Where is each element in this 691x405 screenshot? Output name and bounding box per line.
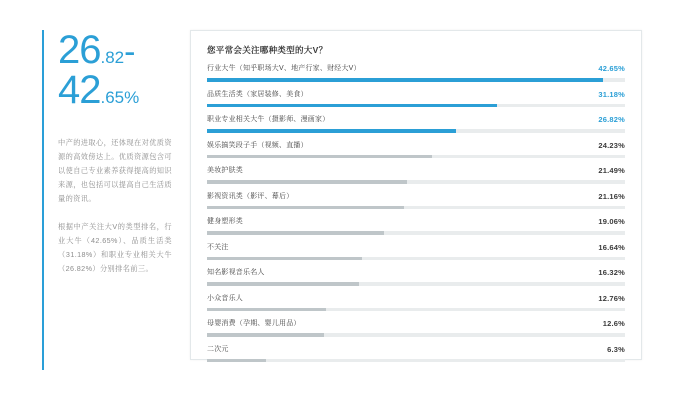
bar-fill xyxy=(207,78,603,82)
stat-lower-decimal: .82 xyxy=(100,48,125,67)
bar-value-label: 12.76% xyxy=(598,293,625,303)
bar-category-label: 母婴消费（孕期、婴儿用品） xyxy=(207,320,301,327)
bar-track-remainder xyxy=(266,359,625,363)
bar-fill xyxy=(207,129,456,133)
bar-track-remainder xyxy=(407,180,625,184)
bar-row xyxy=(207,116,625,142)
stat-upper-integer: 42 xyxy=(58,68,101,112)
headline-statistic-line-1 xyxy=(58,30,172,70)
bar-value-label: 24.23% xyxy=(598,140,625,150)
bar-fill xyxy=(207,180,407,184)
stat-percent-sign: % xyxy=(124,88,139,107)
bar-value-label: 6.3% xyxy=(607,344,625,354)
bar-fill xyxy=(207,359,266,363)
left-summary-column xyxy=(42,30,172,370)
bar-row xyxy=(207,320,625,346)
bar-value-label: 21.49% xyxy=(598,166,625,175)
headline-statistic-line-2 xyxy=(58,70,172,110)
bar-row xyxy=(207,142,625,168)
bar-category-label: 娱乐搞笑段子手（视频、直播） xyxy=(207,141,308,149)
chart-title: 您平常会关注哪种类型的大V？ xyxy=(207,45,328,55)
bar-fill xyxy=(207,155,432,159)
bar-value-label: 42.65% xyxy=(598,64,625,73)
bar-value-label: 12.6% xyxy=(602,319,625,328)
bar-track-remainder xyxy=(603,78,625,82)
stat-upper-decimal: .65 xyxy=(100,88,125,107)
bar-chart xyxy=(207,65,625,371)
summary-paragraph-2: 根据中产关注大V的类型排名，行业大牛（42.65%）、品质生活类（31.18%）和职业专业相关大牛（26.82%）分别排名前三。 xyxy=(58,222,172,274)
bar-row xyxy=(207,346,625,372)
bar-category-label: 品质生活类（家居装修、美食） xyxy=(207,90,308,98)
bar-track-remainder xyxy=(324,333,625,337)
bar-category-label: 二次元 xyxy=(207,345,229,353)
chart-card xyxy=(190,30,642,360)
bar-category-label: 不关注 xyxy=(207,243,229,251)
summary-paragraph-1: 中产的进取心，还体现在对优质资源的高效傍达上。优质资源包含可以使自己专业素养获得提高的知识来源，也包括可以提高自己生活质量的资讯。 xyxy=(58,138,172,204)
bar-track-remainder xyxy=(497,104,625,108)
bar-fill xyxy=(207,308,326,312)
bar-category-label: 影视资讯类（影评、幕后） xyxy=(207,192,294,200)
stat-range-dash: - xyxy=(124,33,135,71)
bar-fill xyxy=(207,206,404,210)
bar-value-label: 19.06% xyxy=(598,217,625,226)
bar-category-label: 知名影视音乐名人 xyxy=(207,269,265,276)
bar-category-label: 健身塑形类 xyxy=(207,218,243,225)
bar-category-label: 行业大牛（知乎职场大V、地产行家、财经大V） xyxy=(207,65,361,72)
bar-fill xyxy=(207,333,324,337)
bar-track-remainder xyxy=(362,257,625,261)
bar-track-remainder xyxy=(359,282,625,286)
bar-value-label: 21.16% xyxy=(598,191,625,201)
bar-fill xyxy=(207,282,359,286)
bar-track-remainder xyxy=(384,231,625,235)
bar-value-label: 31.18% xyxy=(598,89,625,99)
bar-row xyxy=(207,193,625,219)
bar-fill xyxy=(207,104,497,108)
bar-track-remainder xyxy=(456,129,625,133)
bar-row xyxy=(207,269,625,295)
bar-value-label: 26.82% xyxy=(598,115,625,124)
bar-row xyxy=(207,91,625,117)
bar-value-label: 16.32% xyxy=(598,268,625,277)
headline-statistic xyxy=(58,30,172,110)
bar-value-label: 16.64% xyxy=(598,242,625,252)
bar-fill xyxy=(207,231,384,235)
bar-category-label: 小众音乐人 xyxy=(207,294,243,302)
bar-row xyxy=(207,244,625,270)
bar-category-label: 美妆护肤类 xyxy=(207,167,243,174)
bar-row xyxy=(207,295,625,321)
bar-track-remainder xyxy=(404,206,625,210)
stat-lower-integer: 26 xyxy=(58,28,101,72)
bar-fill xyxy=(207,257,362,261)
bar-row xyxy=(207,218,625,244)
bar-row xyxy=(207,167,625,193)
bar-track-remainder xyxy=(326,308,625,312)
bar-track-remainder xyxy=(432,155,625,159)
bar-row xyxy=(207,65,625,91)
bar-category-label: 职业专业相关大牛（摄影师、漫画家） xyxy=(207,116,330,123)
